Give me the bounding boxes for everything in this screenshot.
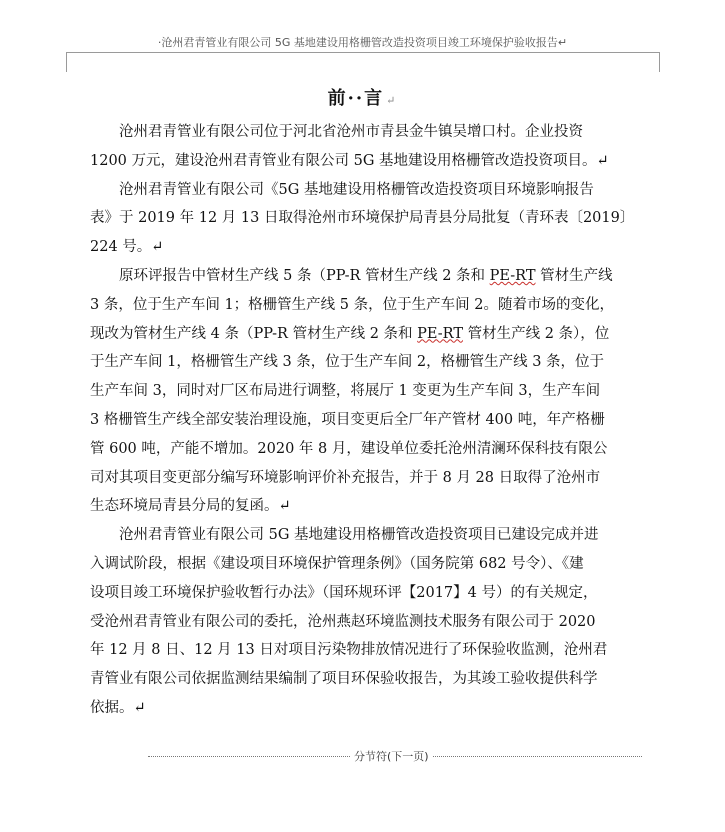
text-line: 224 号。↵ xyxy=(90,239,164,256)
section-title xyxy=(0,84,725,110)
text-line: 现改为管材生产线 4 条（PP-R 管材生产线 2 条和 PE-RT 管材生产线 2 条），位 xyxy=(90,325,610,342)
text-line: 沧州君青管业有限公司 5G 基地建设用格栅管改造投资项目已建设完成并进 xyxy=(119,527,599,544)
text-line: 3 条，位于生产车间 1；格栅管生产线 5 条，位于生产车间 2。随着市场的变化， xyxy=(90,296,614,313)
crop-mark-top-right xyxy=(635,52,659,53)
text-line: 设项目竣工环境保护验收暂行办法》（国环规环评【2017】4 号）的有关规定， xyxy=(90,584,598,601)
crop-mark-top-left-vertical xyxy=(66,52,67,72)
text-line: 生产车间 3，同时对厂区布局进行调整，将展厅 1 变更为生产车间 3，生产车间 xyxy=(90,383,601,400)
document-body[interactable] xyxy=(90,118,642,723)
text-line: 于生产车间 1，格栅管生产线 3 条，位于生产车间 2，格栅管生产线 3 条，位于 xyxy=(90,354,605,371)
text-line: 沧州君青管业有限公司位于河北省沧州市青县金牛镇吴增口村。企业投资 xyxy=(119,124,583,140)
crop-mark-top-right-vertical xyxy=(659,52,660,72)
section-break-label: 分节符(下一页) xyxy=(350,748,433,764)
header-rule xyxy=(90,52,635,53)
text-line: 青管业有限公司依据监测结果编制了项目环保验收报告，为其竣工验收提供科学 xyxy=(90,671,598,688)
spellcheck-underline: PE-RT xyxy=(489,267,536,284)
page-header: ·沧州君青管业有限公司 5G 基地建设用格栅管改造投资项目竣工环境保护验收报告↵ xyxy=(157,36,568,49)
text-line: 年 12 月 8 日、12 月 13 日对项目污染物排放情况进行了环保验收监测，沧州君 xyxy=(90,642,608,659)
text-line: 管 600 吨，产能不增加。2020 年 8 月，建设单位委托沧州清澜环保科技有限公 xyxy=(90,440,608,457)
text-line: 表》于 2019 年 12 月 13 日取得沧州市环境保护局青县分局批复（青环表〔2019〕 xyxy=(90,210,635,227)
crop-mark-top-left xyxy=(66,52,90,53)
text-line: 生态环境局青县分局的复函。↵ xyxy=(90,498,291,515)
text-line: 入调试阶段，根据《建设项目环境保护管理条例》（国务院第 682 号令）、《建 xyxy=(90,555,584,572)
text-line: 沧州君青管业有限公司《5G 基地建设用格栅管改造投资项目环境影响报告 xyxy=(119,181,594,198)
paragraph-mark: ↵ xyxy=(386,94,398,107)
section-title-text: 前··言 xyxy=(327,88,385,109)
section-break xyxy=(148,748,642,762)
text-line: 1200 万元，建设沧州君青管业有限公司 5G 基地建设用格栅管改造投资项目。↵ xyxy=(90,152,609,169)
text-line: 受沧州君青管业有限公司的委托，沧州燕赵环境监测技术服务有限公司于 2020 xyxy=(90,613,596,630)
text-line: 依据。↵ xyxy=(90,699,146,716)
text-line: 3 格栅管生产线全部安装治理设施，项目变更后全厂年产管材 400 吨，年产格栅 xyxy=(90,411,605,428)
text-line: 原环评报告中管材生产线 5 条（PP-R 管材生产线 2 条和 PE-RT 管材生产线 xyxy=(119,267,613,284)
spellcheck-underline: PE-RT xyxy=(417,325,463,342)
text-line: 司对其项目变更部分编写环境影响评价补充报告，并于 8 月 28 日取得了沧州市 xyxy=(90,469,601,486)
